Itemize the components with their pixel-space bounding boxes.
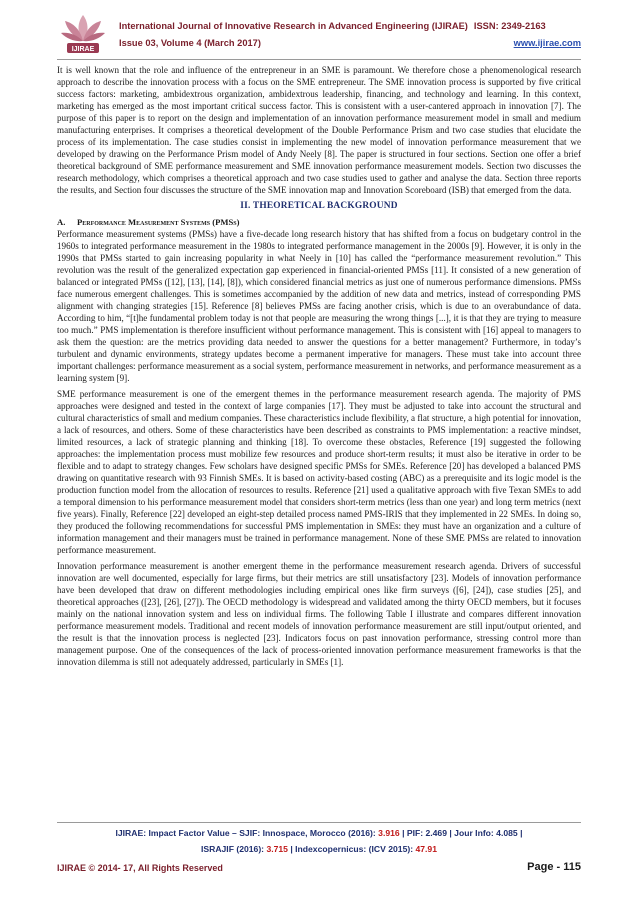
article-body	[57, 64, 581, 672]
footer-divider	[57, 822, 581, 823]
isra-prefix: ISRAJIF (2016):	[201, 844, 267, 854]
page-number: Page - 115	[527, 861, 581, 873]
sjif-value: 3.916	[378, 828, 400, 838]
paragraph-sme: SME performance measurement is one of the emergent themes in the performance measurement research agenda. The majority of PMS approaches were designed and tested in the context of large companies [17]. They must be adjusted to take into account the structural and cultural characteristics of small and medium companies. These characteristics include flexibility, a flat structure, a high potential for innovation, a lack of resources, and others. Some of these characteristics have been described as constraints to PMS implementation: a reactive mindset, limited resources, a lack of strategic planning and thinking [18]. To overcome these obstacles, Reference [19] suggested the following approaches: the implementation process must mobilize few resources and produce short-term results; it must also be iterative in order to be flexible and to adapt to strategy changes. Few scholars have designed specific PMSs for SMEs. Reference [20] has developed a balanced PMS drawing on quantitative research with 93 Finnish SMEs. It is based on activity-based costing (ABC) as a prerequisite and its logic model is the production function model from the allocation of resources to results. Reference [21] used a qualitative approach with five Texan SMEs to add a temporal dimension to his performance measurement model that considers short-term metrics (less than one year) and long term metrics (next five years). Finally, Reference [22] developed an eight-step detailed process named PMS-IRIS that they implemented in 22 SMEs. In doing so, they produced the following recommendations for successful PMS implementation in SMEs: they must have an organization and a culture of information management and their managers must be trained in performance management. None of these SME PMSs are related to innovation performance measurement.	[57, 389, 581, 555]
impact-prefix: IJIRAE: Impact Factor Value – SJIF: Innospace, Morocco (2016):	[115, 828, 379, 838]
index-line	[57, 844, 581, 854]
issn: ISSN: 2349-2163	[473, 21, 546, 31]
journal-website-link[interactable]: www.ijirae.com	[513, 38, 581, 48]
issue-line	[119, 38, 581, 48]
intro-paragraph: It is well known that the role and influence of the entrepreneur in an SME is paramount. We therefore chose a phenomenological research approach to describe the innovation process with a focus on the SME entrepreneur. The SME innovation process is supported by five critical success factors: marketing, ambidextrous organization, ambidextrous leadership, financing, and technology and learning. In this context, marketing has emerged as the most important critical success factor. This is consistent with a user-cantered approach in innovation [7]. The purpose of this paper is to report on the design and implementation of an innovation performance measurement model in small and medium manufacturing enterprises. It comprises a theoretical development of the Double Performance Prism and two case studies that elucidate the process of its implementation. The case studies consist in implementing the new model of innovation performance measurement that we developed by drawing on the Performance Prism model of Andy Neely [8]. The paper is structured in four sections. Section one offer a brief theoretical background of SME performance measurement and SME innovation performance measurement models. Section two discusses the research methodology, which comprises a theoretical approach and two case studies used to gather and analyse the data. Section three reports the results, and Section four discusses the structure of the SME innovation map and Innovation Scoreboard (ISB) that emerged from the data.	[57, 65, 581, 195]
pif-info: | PIF: 2.469 | Jour Info: 4.085 |	[399, 828, 523, 838]
icv-value: 47.91	[415, 844, 437, 854]
subsection-title: Performance Measurement Systems (PMSs)	[77, 217, 240, 227]
page-header	[57, 11, 581, 61]
paragraph-pms: Performance measurement systems (PMSs) have a five-decade long research history that has shifted from a focus on budgetary control in the 1960s to integrated performance measurement in the 1980s to integrated performance management in the 2000s [9]. However, it is only in the 1990s that PMSs started to gain increasing popularity in what Neely in [10] has called the “performance measurement revolution.” This revolution was the result of the generalized expectation gap experienced in financial-oriented PMSs [11]. It consisted of a new generation of balanced or integrated PMSs ([12], [13], [14], [8]), which considered financial metrics as just one of numerous performance dimensions. PMSs face numerous emergent challenges. This is sometimes accompanied by the addition of new data and metrics, instead of corresponding PMS alignment with changing strategies [15]. Reference [8] believes PMSs are facing another crisis, which is due to an overabundance of data. According to him, “[t]he fundamental problem today is not that people are measuring the wrong things [...], it is that they are trying to measure too much.” PMS implementation is therefore insufficient without performance management. This is consistent with [16] appeal to managers to ask them the question: are the metrics providing data needed to answer the questions for a better management? Furthermore, in today’s turbulent and dynamic environments, strategy updates become a permanent imperative for managers. These must take into account three important challenges: performance measurement as a social system, performance measurement in networks, and performance measurement as a learning system [9].	[57, 229, 581, 383]
section-title: II. THEORETICAL BACKGROUND	[240, 201, 398, 211]
subsection-heading	[57, 216, 581, 228]
logo-text: IJIRAE	[71, 46, 95, 53]
impact-factor-line	[57, 828, 581, 838]
icv-prefix: | Indexcopernicus: (ICV 2015):	[287, 844, 416, 854]
paragraph-innovation: Innovation performance measurement is another emergent theme in the performance measurement research agenda. Drivers of successful innovation are well documented, especially for large firms, but their metrics are still unsatisfactory [23]. Models of innovation performance have been developed that draw on different methodologies including empirical ones like firm surveys ([6], [24]), case studies [25], and theoretical approaches ([23], [26], [27]). The OECD methodology is widespread and validated among the thirty OECD members, but it focuses mainly on the national innovation system and less on individual firms. The following Table I illustrate and compares different innovation performance measurement models. Traditional and recent models of innovation performance measurement are still input/output oriented, and the result is that the innovation process is neglected [23]. Indicators focus on past innovation performance, stressing control more than management purpose. One of the consequences of the lack of process-oriented innovation performance measurement frameworks is that the innovation dilemma is still not adequately addressed, particularly in SMEs [1].	[57, 561, 581, 667]
issue-info: Issue 03, Volume 4 (March 2017)	[119, 38, 261, 48]
header-divider	[57, 59, 581, 60]
journal-title-line	[119, 21, 581, 31]
subsection-letter: A.	[57, 217, 66, 227]
isra-value: 3.715	[266, 844, 288, 854]
copyright: IJIRAE © 2014- 17, All Rights Reserved	[57, 863, 223, 873]
lotus-logo-icon	[57, 11, 109, 55]
journal-title: International Journal of Innovative Research in Advanced Engineering (IJIRAE)	[119, 21, 468, 31]
